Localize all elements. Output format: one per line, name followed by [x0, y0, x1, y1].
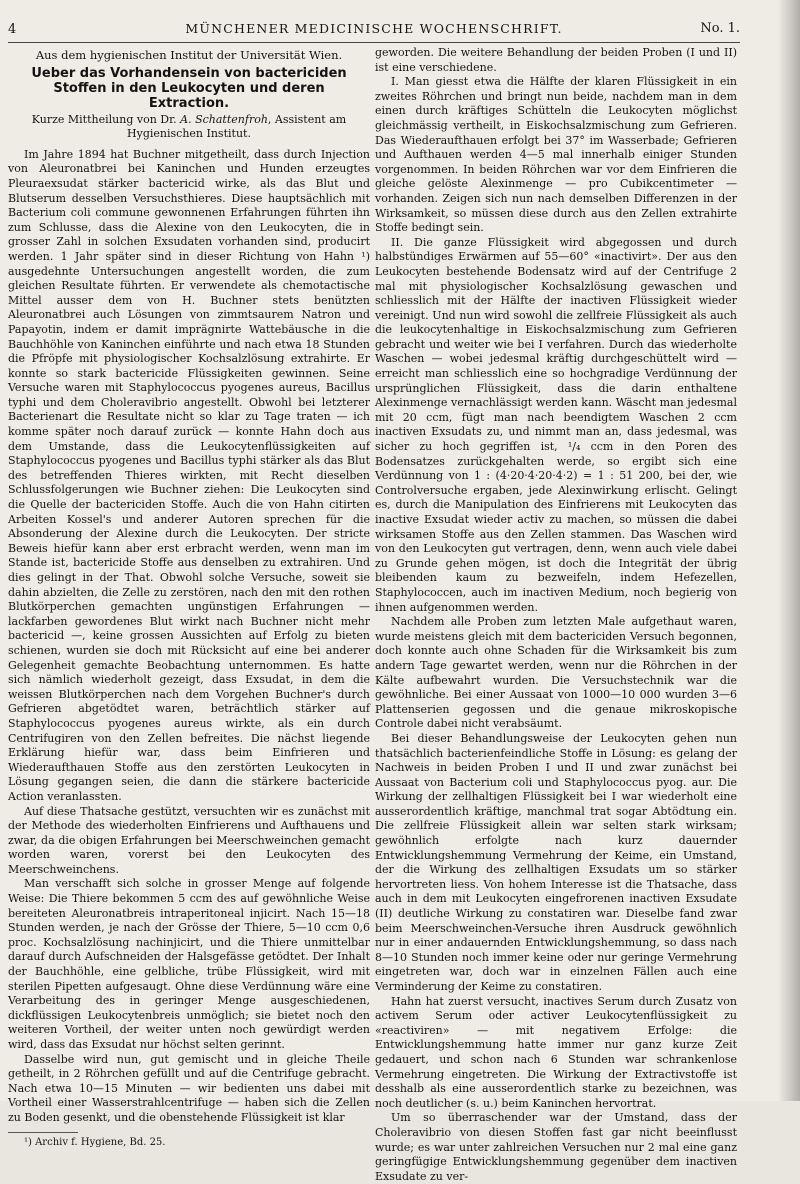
institute-line: Aus dem hygienischen Institut der Universität Wien.	[35, 48, 343, 62]
page-number: 4	[8, 22, 17, 37]
byline	[8, 113, 370, 142]
left-column	[8, 46, 370, 1148]
paragraph: Auf diese Thatsache gestützt, versuchten wir es zunächst mit der Methode des wiederholten Einfrierens und Aufthauens und zwar, da die obigen Erfahrungen bei Meerschweinchen gemacht worden waren, vorerst bei den Leukocyten des Meerschweinchens.	[8, 804, 370, 876]
paragraph: Nachdem alle Proben zum letzten Male aufgethaut waren, wurde meistens gleich mit dem bactericiden Versuch begonnen, doch konnte auch ohne Schaden für die Wirksamkeit bis zum andern Tage gewartet werden, wenn nur die Röhrchen in der Kälte aufbewahrt wurden. Die Versuchstechnik war die gewöhnliche. Bei einer Aussaat von 1000—10 000 wurden 3—6 Plattenserien gegossen und die genaue mikroskopische Controle dabei nicht verabsäumt.	[375, 615, 737, 731]
article-title: Ueber das Vorhandensein von bactericiden Stoffen in den Leukocyten und deren Extraction.	[31, 65, 347, 111]
paragraph: Im Jahre 1894 hat Buchner mitgetheilt, dass durch Injection von Aleuronatbrei bei Kaninchen und Hunden erzeugtes Pleuraexsudat stärker bactericid wirke, als das Blut und Blutserum desselben Versuchsthieres. Diese hauptsächlich mit Bacterium coli commune gewonnenen Erfahrungen führten ihn zum Schlusse, dass die Alexine von den Leukocyten, die in grosser Zahl in solchen Exsudaten vorhanden sind, producirt werden. 1 Jahr später sind in dieser Richtung von Hahn ¹) ausgedehnte Untersuchungen angestellt worden, die zum gleichen Resultate führten. Er verwendete als chemotactische Mittel ausser dem von H. Buchner stets benützten Aleuronatbrei auch Lösungen von zimmtsaurem Natron und Papayotin, indem er damit imprägnirte Wattebäusche in die Bauchhöhle von Kaninchen einführte und nach etwa 18 Stunden die Pfröpfe mit physiologischer Kochsalzlösung extrahirte. Er konnte so stark bactericide Flüssigkeiten gewinnen. Seine Versuche waren mit Staphylococcus pyogenes aureus, Bacillus typhi und dem Choleravibrio angestellt. Obwohl bei letzterer Bacterienart die Resultate nicht so klar zu Tage traten — ich komme später noch darauf zurück — konnte Hahn doch aus dem Umstande, dass die Leukocytenflüssigkeiten auf Staphylococcus pyogenes und Bacillus typhi stärker als das Blut des betreffenden Thieres wirkten, mit Recht dieselben Schlussfolgerungen wie Buchner ziehen: Die Leukocyten sind die Quelle der bactericiden Stoffe. Auch die von Hahn citirten Arbeiten Kossel's und anderer Autoren sprechen für die Absonderung der Alexine durch die Leukocyten. Der stricte Beweis hiefür kann aber erst erbracht werden, wenn man im Stande ist, bactericide Stoffe aus denselben zu extrahiren. Und dies gelingt in der That. Obwohl solche Versuche, soweit sie dahin abzielten, die Zelle zu zerstören, nach den mit den rothen Blutkörperchen gemachten ungünstigen Erfahrungen — lackfarben gewordenes Blut wirkt nach Buchner nicht mehr bactericid —, keine grossen Aussichten auf Erfolg zu bieten schienen, wurden sie doch mit Rücksicht auf eine bei anderer Gelegenheit gemachte Beobachtung unternommen. Es hatte sich nämlich wiederholt gezeigt, dass Exsudat, in dem die weissen Blutkörperchen nach dem Vorgehen Buchner's durch Gefrieren abgetödtet waren, beträchtlich stärker auf Staphylococcus pyogenes aureus wirkte, als ein durch Centrifugiren von den Zellen befreites. Die nächst liegende Erklärung hiefür war, dass beim Einfrieren und Wiederaufthauen Stoffe aus den zerstörten Leukocyten in Lösung gegangen seien, die dann die stärkere bactericide Action veranlassten.	[8, 147, 370, 803]
paragraph: Man verschafft sich solche in grosser Menge auf folgende Weise: Die Thiere bekommen 5 ccm des auf gewöhnliche Weise bereiteten Aleuronatbreis intraperitoneal injicirt. Nach 15—18 Stunden werden, je nach der Grösse der Thiere, 5—10 ccm 0,6 proc. Kochsalzlösung nachinjicirt, und die Thiere unmittelbar darauf durch Aufschneiden der Halsgefässe getödtet. Der Inhalt der Bauchhöhle, eine gelbliche, trübe Flüssigkeit, wird mit sterilen Pipetten aufgesaugt. Ohne diese Verdünnung wäre eine Verarbeitung des in geringer Menge ausgeschiedenen, dickflüssigen Leukocytenbreis unmöglich; sie bietet noch den weiteren Vortheil, der weiter unten noch gewürdigt werden wird, dass das Exsudat nur höchst selten gerinnt.	[8, 877, 370, 1051]
paragraph: geworden. Die weitere Behandlung der beiden Proben (I und II) ist eine verschiedene.	[375, 46, 737, 74]
paragraph: Um so überraschender war der Umstand, dass der Choleravibrio von diesen Stoffen fast gar nicht beeinflusst wurde; es war unter zahlreichen Versuchen nur 2 mal eine ganz geringfügige Entwicklungshemmung gegenüber dem inactiven Exsudate zu ver-	[375, 1111, 737, 1183]
paragraph: Dasselbe wird nun, gut gemischt und in gleiche Theile getheilt, in 2 Röhrchen gefüllt und auf die Centrifuge gebracht. Nach etwa 10—15 Minuten — wir bedienten uns dabei mit Vortheil einer Wasserstrahlcentrifuge — haben sich die Zellen zu Boden gesenkt, und die obenstehende Flüssigkeit ist klar	[8, 1052, 370, 1124]
journal-title: MÜNCHENER MEDICINISCHE WOCHENSCHRIFT.	[185, 21, 563, 36]
issue-number: No. 1.	[700, 21, 740, 36]
paragraph: Hahn hat zuerst versucht, inactives Serum durch Zusatz von activem Serum oder activer Leukocytenflüssigkeit zu «reactiviren» — mit negativem Erfolge: die Entwicklungshemmung hatte immer nur ganz kurze Zeit gedauert, und schon nach 6 Stunden war schrankenlose Vermehrung eingetreten. Die Wirkung der Extractivstoffe ist desshalb als eine ausserordentlich starke zu bezeichnen, was noch deutlicher (s. u.) beim Kaninchen hervortrat.	[375, 994, 737, 1110]
author-name: A. Schattenfroh	[180, 112, 268, 126]
footnote-rule	[8, 1132, 78, 1133]
paragraph: II. Die ganze Flüssigkeit wird abgegossen und durch halbstündiges Erwärmen auf 55—60° «inactivirt». Der aus den Leukocyten bestehende Bodensatz wird auf der Centrifuge 2 mal mit physiologischer Kochsalzlösung gewaschen und schliesslich mit der Hälfte der inactiven Flüssigkeit wieder vereinigt. Und nun wird sowohl die zellfreie Flüssigkeit als auch die leukocytenhaltige in Eiskochsalzmischung zum Gefrieren gebracht und weiter wie bei I verfahren. Durch das wiederholte Waschen — wobei jedesmal kräftig durchgeschüttelt wird — erreicht man schliesslich eine so hochgradige Verdünnung der ursprünglichen Flüssigkeit, dass die darin enthaltene Alexinmenge vernachlässigt werden kann. Wäscht man jedesmal mit 20 ccm, fügt man nach beendigtem Waschen 2 ccm inactiven Exsudats zu, und nimmt man an, dass jedesmal, was sicher zu hoch gegriffen ist, ¹/₄ ccm in den Poren des Bodensatzes zurückgehalten werde, so ergibt sich eine Verdünnung von 1 : (4·20·4·20·4·2) = 1 : 51 200, bei der, wie Controlversuche ergaben, jede Alexinwirkung erlischt. Gelingt es, durch die Manipulation des Einfrierens mit Leukocyten das inactive Exsudat wieder activ zu machen, so müssen die dabei wirksamen Stoffe aus den Zellen stammen. Das Waschen wird von den Leukocyten gut vertragen, denn, wenn auch viele dabei zu Grunde gehen mögen, ist doch die Integrität der übrig bleibenden kaum zu bezweifeln, indem Hefezellen, Staphylococcen, auch im inactiven Medium, noch begierig von ihnen aufgenommen werden.	[375, 235, 737, 614]
footnote: ¹) Archiv f. Hygiene, Bd. 25.	[24, 1136, 166, 1148]
page-edge-shadow	[778, 0, 800, 1101]
right-column	[375, 46, 737, 1183]
running-header	[8, 20, 740, 43]
paragraph: I. Man giesst etwa die Hälfte der klaren Flüssigkeit in ein zweites Röhrchen und bringt nun beide, nachdem man in dem einen durch kräftiges Schütteln die Leukocyten möglichst gleichmässig vertheilt, in Eiskochsalzmischung zum Gefrieren. Das Wiederaufthauen erfolgt bei 37° im Wasserbade; Gefrieren und Aufthauen werden 4—5 mal innerhalb einiger Stunden vorgenommen. In beiden Röhrchen war vor dem Einfrieren die gleiche gelöste Alexinmenge — pro Cubikcentimeter — vorhanden. Zeigen sich nun nach demselben Differenzen in der Wirksamkeit, so müssen diese durch aus den Zellen extrahirte Stoffe bedingt sein.	[375, 75, 737, 235]
byline-suffix: , Assistent am Hygienischen Institut.	[127, 112, 347, 141]
byline-prefix: Kurze Mittheilung von Dr.	[31, 112, 181, 126]
paragraph: Bei dieser Behandlungsweise der Leukocyten gehen nun thatsächlich bacterienfeindliche Stoffe in Lösung: es gelang der Nachweis in beiden Proben I und II und zwar zunächst bei Aussaat von Bacterium coli und Staphylococcus pyog. aur. Die Wirkung der zellhaltigen Flüssigkeit bei I war wiederholt eine ausserordentlich kräftige, manchmal trat sogar Abtödtung ein. Die zellfreie Flüssigkeit allein war selten stark wirksam; gewöhnlich erfolgte nach kurz dauernder Entwicklungshemmung Vermehrung der Keime, ein Umstand, der die Wirkung des zellhaltigen Exsudats um so stärker hervortreten liess. Von hohem Interesse ist die Thatsache, dass auch in dem mit Leukocyten eingefrorenen inactiven Exsudate (II) deutliche Wirkung zu constatiren war. Dieselbe fand zwar beim Meerschweinchen-Versuche ihren Ausdruck gewöhnlich nur in einer andauernden Entwicklungshemmung, so dass nach 8—10 Stunden noch immer keine oder nur geringe Vermehrung eingetreten war, doch war in einzelnen Fällen auch eine Verminderung der Keime zu constatiren.	[375, 731, 737, 993]
